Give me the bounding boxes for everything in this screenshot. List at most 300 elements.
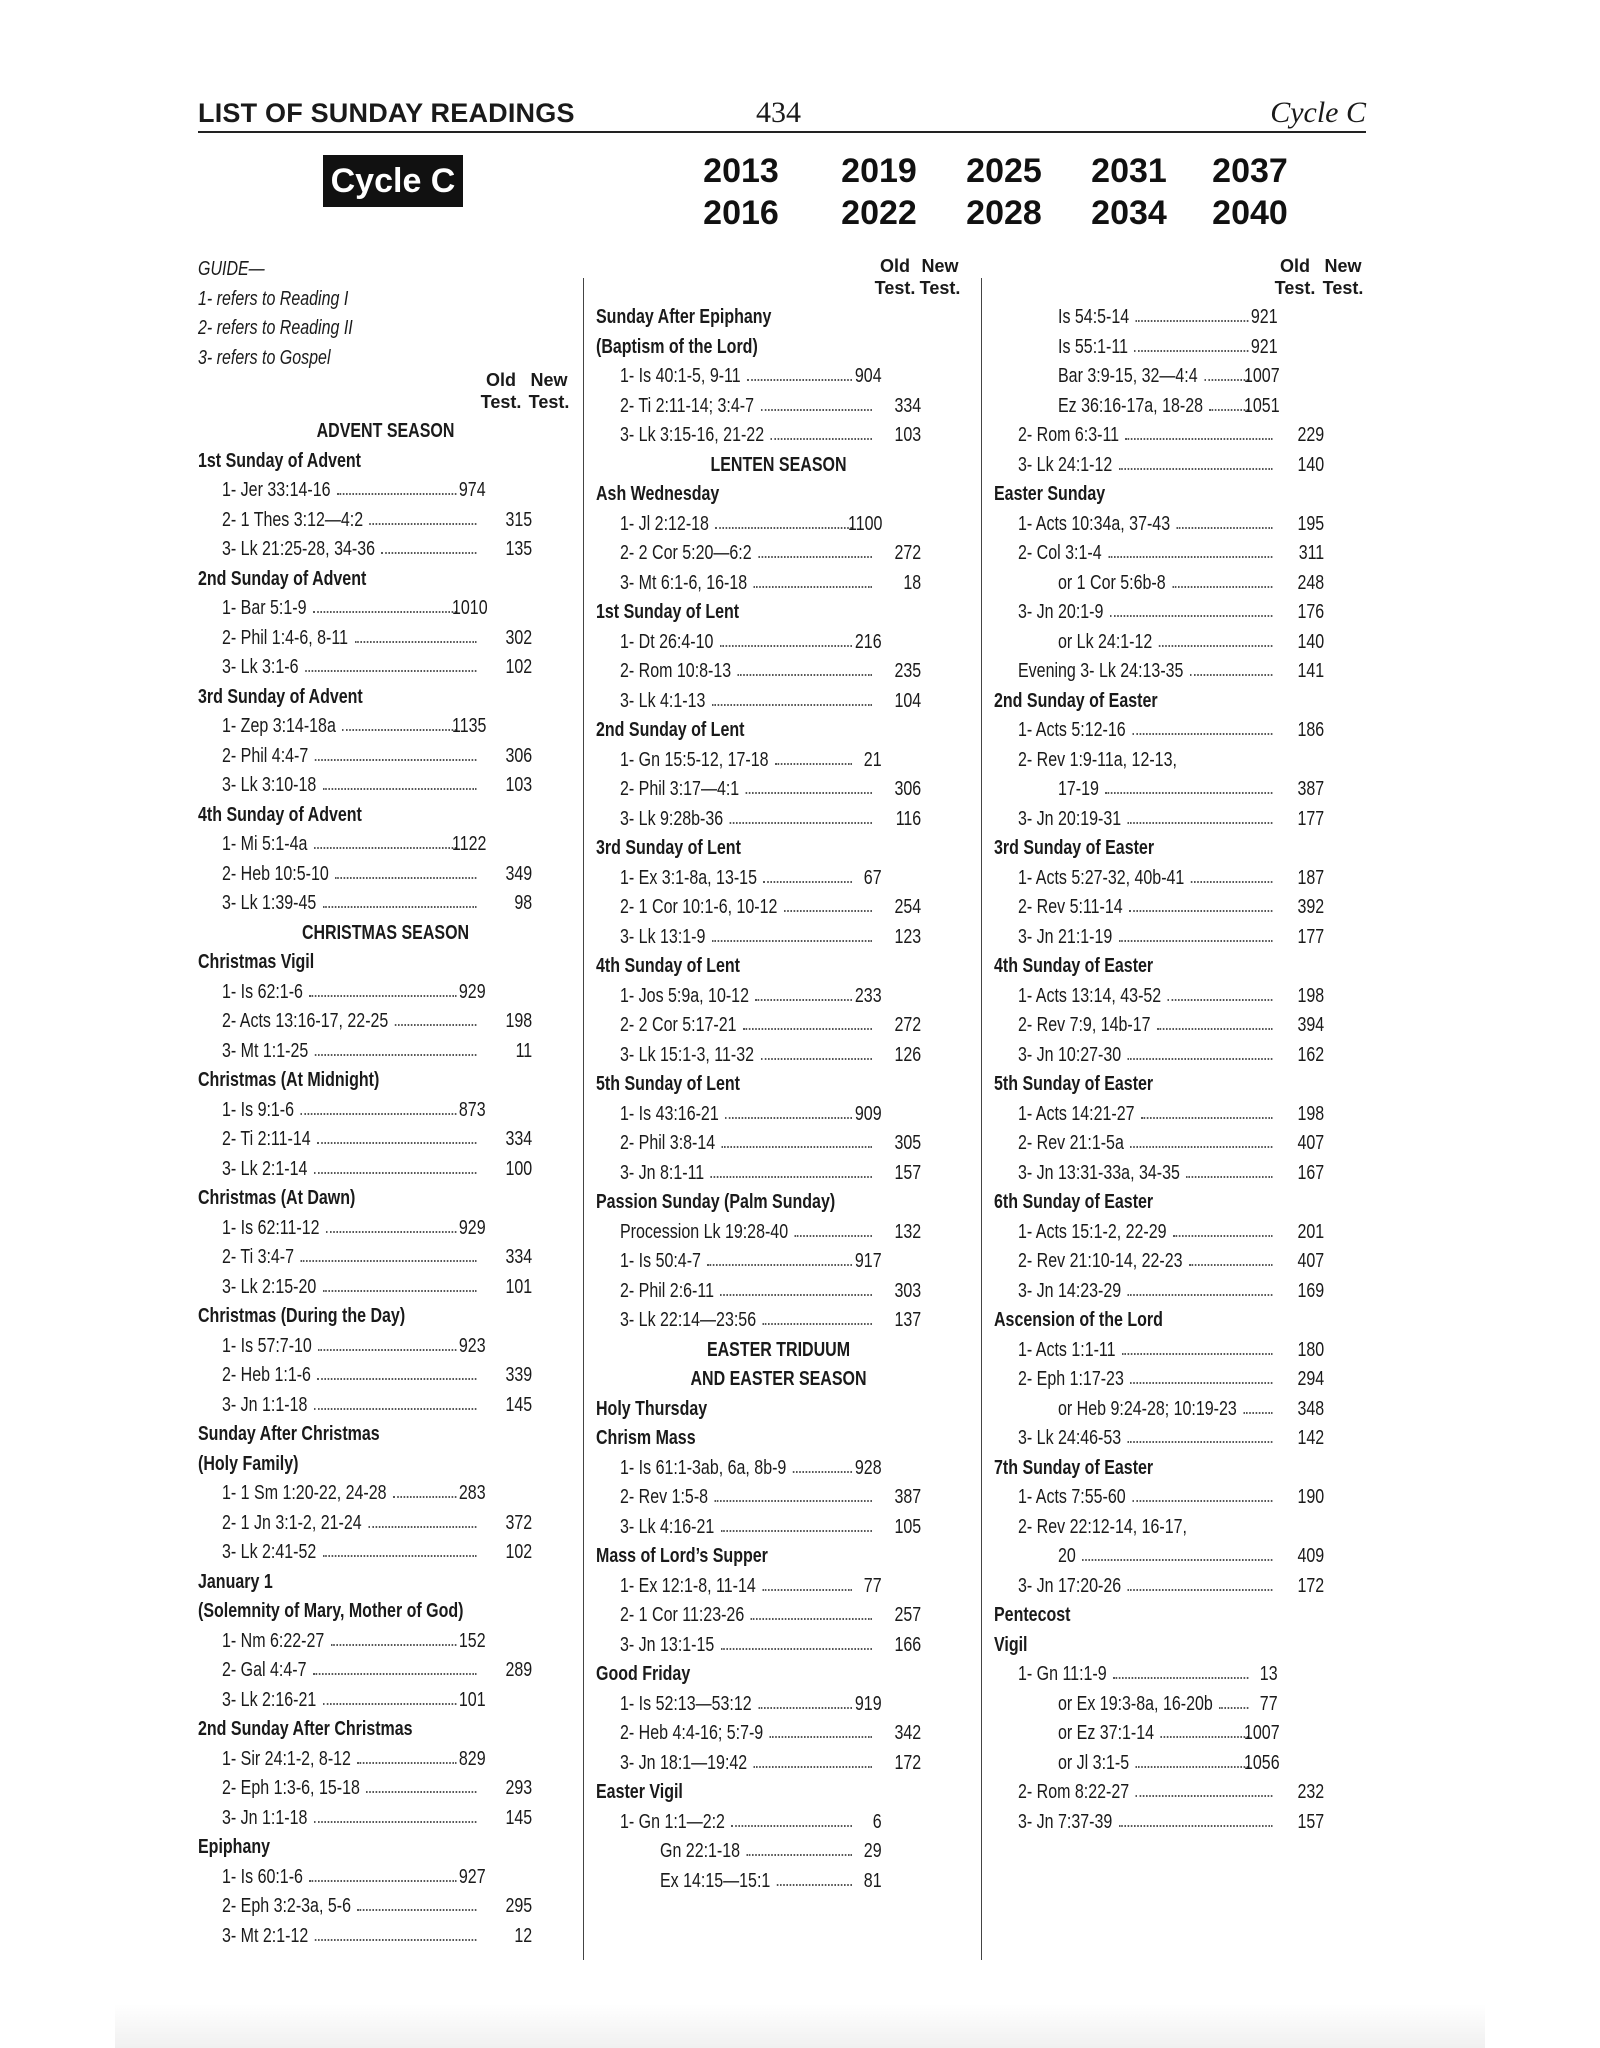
reading-row — [596, 1601, 961, 1631]
reading-row — [994, 1690, 1364, 1720]
dot-leader — [335, 877, 476, 879]
reading-reference: 3- Jn 20:19-31 — [1018, 807, 1122, 830]
dot-leader — [763, 881, 852, 883]
new-testament-page: 272 — [894, 542, 922, 564]
new-testament-page: 102 — [505, 656, 533, 678]
new-testament-page: 248 — [1297, 571, 1325, 594]
dot-leader — [368, 1526, 476, 1528]
year-group — [959, 150, 1049, 234]
dot-leader — [323, 1290, 476, 1292]
reading-reference: 1- Is 52:13—53:12 — [620, 1692, 752, 1715]
dot-leader — [315, 1939, 476, 1941]
sunday-title: 6th Sunday of Easter — [994, 1191, 1154, 1213]
new-testament-page: 172 — [894, 1751, 922, 1774]
dot-leader — [366, 1791, 476, 1793]
new-testament-page: 145 — [505, 1806, 533, 1829]
reading-reference: 1- Mi 5:1-4a — [222, 833, 308, 855]
reading-reference: 2- Rom 10:8-13 — [620, 660, 732, 682]
sunday-title: 5th Sunday of Lent — [596, 1073, 740, 1095]
new-testament-page: 339 — [505, 1364, 533, 1386]
sunday-title: Ascension of the Lord — [994, 1309, 1163, 1331]
reading-row — [596, 1306, 961, 1336]
dot-leader — [1168, 999, 1272, 1001]
old-heading-line: Old — [1280, 256, 1310, 276]
readings-column-2 — [596, 255, 961, 1896]
reading-reference: 1- Gn 15:5-12, 17-18 — [620, 748, 769, 771]
reading-row — [596, 746, 961, 776]
reading-reference: 2- Col 3:1-4 — [1018, 542, 1102, 564]
reading-reference: 3- Jn 13:31-33a, 34-35 — [1018, 1161, 1180, 1184]
reading-reference: 2- Phil 3:17—4:1 — [620, 778, 740, 800]
dot-leader — [725, 1117, 852, 1119]
dot-leader — [1244, 1412, 1272, 1414]
old-testament-page: 873 — [458, 1098, 486, 1121]
reading-row — [994, 510, 1364, 540]
old-heading-line: Test. — [874, 278, 916, 298]
reading-reference: 1- Is 40:1-5, 9-11 — [620, 365, 741, 387]
old-testament-page: 919 — [854, 1692, 882, 1715]
sunday-title: (Holy Family) — [198, 1452, 299, 1475]
reading-reference: 1- Dt 26:4-10 — [620, 630, 714, 653]
reading-row — [198, 1391, 573, 1421]
sunday-title: January 1 — [198, 1570, 273, 1593]
sunday-title: 4th Sunday of Lent — [596, 955, 740, 977]
dot-leader — [731, 1825, 852, 1827]
reading-reference: 2- Rev 7:9, 14b-17 — [1018, 1014, 1151, 1036]
reading-row — [596, 1041, 961, 1071]
new-testament-heading — [526, 369, 572, 413]
old-heading-line: Old — [486, 370, 516, 390]
dot-leader — [793, 1471, 852, 1473]
new-testament-page: 11 — [515, 1039, 533, 1062]
year-top: 2031 — [1091, 152, 1167, 190]
reading-row — [596, 923, 961, 953]
year-top: 2013 — [703, 152, 779, 190]
new-testament-page: 198 — [1297, 984, 1325, 1007]
reading-reference: 17-19 — [1058, 778, 1099, 800]
dot-leader — [314, 847, 456, 849]
reading-reference: 3- Lk 2:1-14 — [222, 1157, 308, 1180]
reading-row — [994, 982, 1364, 1012]
reading-row — [994, 864, 1364, 894]
reading-reference: 1- Acts 1:1-11 — [1018, 1338, 1116, 1361]
dot-leader — [758, 556, 872, 558]
reading-row — [596, 1218, 961, 1248]
reading-row — [198, 594, 573, 624]
reading-row — [596, 1867, 961, 1897]
reading-reference: 1- Jl 2:12-18 — [620, 512, 709, 535]
sunday-title: Passion Sunday (Palm Sunday) — [596, 1191, 836, 1213]
dot-leader — [1173, 1235, 1272, 1237]
reading-row — [198, 1479, 573, 1509]
reading-reference: 1- Is 60:1-6 — [222, 1865, 303, 1888]
reading-reference: 2- 1 Cor 10:1-6, 10-12 — [620, 896, 778, 918]
sunday-title: Ash Wednesday — [596, 483, 720, 505]
reading-row — [994, 362, 1364, 392]
reading-reference: Evening 3- Lk 24:13-35 — [1018, 660, 1184, 682]
new-testament-page: 102 — [505, 1541, 533, 1563]
reading-row — [596, 1483, 961, 1513]
sunday-title: 5th Sunday of Easter — [994, 1073, 1154, 1095]
new-testament-page: 137 — [894, 1309, 922, 1331]
reading-reference: 3- Lk 2:16-21 — [222, 1688, 317, 1711]
new-testament-page: 126 — [894, 1043, 922, 1066]
reading-reference: 1- Acts 10:34a, 37-43 — [1018, 512, 1171, 535]
reading-reference: 3- Jn 14:23-29 — [1018, 1279, 1122, 1302]
cycle-label: Cycle C — [1270, 96, 1366, 129]
reading-row — [596, 539, 961, 569]
sunday-title: 4th Sunday of Advent — [198, 803, 362, 826]
reading-row — [994, 1247, 1364, 1277]
reading-reference: 1- Acts 14:21-27 — [1018, 1102, 1135, 1125]
reading-row — [596, 392, 961, 422]
reading-row — [994, 1483, 1364, 1513]
reading-row — [198, 1656, 573, 1686]
new-testament-page: 407 — [1297, 1250, 1325, 1272]
new-heading-line: Test. — [528, 392, 570, 412]
reading-row — [994, 1542, 1364, 1572]
reading-reference: 3- Lk 22:14—23:56 — [620, 1309, 757, 1331]
reading-row — [596, 893, 961, 923]
new-testament-page: 311 — [1298, 542, 1325, 564]
reading-reference: Bar 3:9-15, 32—4:4 — [1058, 365, 1198, 387]
new-testament-page: 257 — [894, 1604, 922, 1626]
year-top: 2019 — [841, 152, 917, 190]
reading-row — [596, 1277, 961, 1307]
reading-row — [198, 506, 573, 536]
reading-reference: 1- Is 57:7-10 — [222, 1334, 312, 1357]
reading-row — [994, 303, 1364, 333]
old-testament-page: 929 — [458, 1216, 486, 1239]
new-testament-page: 387 — [894, 1486, 922, 1508]
old-testament-page: 929 — [458, 980, 486, 1003]
reading-reference: 2- Ti 2:11-14 — [222, 1128, 311, 1150]
new-testament-page: 135 — [505, 538, 533, 560]
old-testament-page: 152 — [458, 1629, 486, 1652]
reading-reference: 2- 2 Cor 5:17-21 — [620, 1014, 737, 1036]
new-testament-page: 306 — [505, 744, 533, 767]
reading-reference: 2- Rom 8:22-27 — [1018, 1781, 1130, 1803]
dot-leader — [755, 999, 852, 1001]
reading-reference: 2- Eph 1:17-23 — [1018, 1368, 1124, 1390]
reading-row — [596, 864, 961, 894]
new-testament-page: 306 — [894, 778, 922, 800]
dot-leader — [1128, 1441, 1272, 1443]
reading-row — [596, 1837, 961, 1867]
dot-leader — [300, 1113, 456, 1115]
reading-row — [596, 1454, 961, 1484]
sunday-title: 2nd Sunday of Lent — [596, 719, 745, 741]
dot-leader — [1160, 1736, 1248, 1738]
reading-reference: 1- Bar 5:1-9 — [222, 597, 307, 619]
dot-leader — [317, 1378, 476, 1380]
dot-leader — [762, 1323, 872, 1325]
dot-leader — [1159, 645, 1272, 647]
year-group — [834, 150, 924, 234]
dot-leader — [1136, 320, 1248, 322]
reading-reference: Ez 36:16-17a, 18-28 — [1058, 394, 1203, 417]
year-bottom: 2016 — [703, 194, 779, 232]
new-testament-page: 254 — [894, 896, 922, 918]
new-testament-page: 349 — [505, 862, 533, 885]
year-bottom: 2022 — [841, 194, 917, 232]
reading-row — [198, 978, 573, 1008]
sunday-title: 3rd Sunday of Lent — [596, 837, 741, 859]
dot-leader — [1119, 1825, 1272, 1827]
reading-reference: 2- Ti 3:4-7 — [222, 1246, 295, 1268]
dot-leader — [1125, 438, 1272, 440]
new-testament-page: 176 — [1297, 601, 1325, 623]
reading-reference: Procession Lk 19:28-40 — [620, 1220, 789, 1243]
dot-leader — [1134, 350, 1248, 352]
dot-leader — [746, 792, 872, 794]
reading-reference: 1- 1 Sm 1:20-22, 24-28 — [222, 1482, 387, 1504]
reading-row — [596, 687, 961, 717]
dot-leader — [743, 1028, 872, 1030]
dot-leader — [1190, 674, 1272, 676]
reading-row — [596, 1513, 961, 1543]
dot-leader — [1132, 1500, 1272, 1502]
dot-leader — [337, 493, 456, 495]
reading-reference: 3- Jn 7:37-39 — [1018, 1810, 1113, 1833]
reading-reference: 2- 1 Thes 3:12—4:2 — [222, 508, 364, 531]
dot-leader — [1110, 615, 1272, 617]
new-testament-page: 145 — [505, 1393, 533, 1416]
reading-row — [994, 1100, 1364, 1130]
column-3-body — [994, 255, 1364, 1837]
reading-reference: 3- Jn 17:20-26 — [1018, 1574, 1122, 1597]
reading-reference: 3- Jn 1:1-18 — [222, 1393, 308, 1416]
old-testament-page: 21 — [863, 748, 882, 771]
new-testament-page: 167 — [1297, 1161, 1325, 1184]
reading-reference: 1- Ex 12:1-8, 11-14 — [620, 1574, 756, 1597]
new-testament-page: 105 — [894, 1515, 922, 1538]
reading-row — [198, 712, 573, 742]
old-testament-page: 927 — [458, 1865, 486, 1888]
reading-row — [994, 923, 1364, 953]
old-testament-page: 77 — [1259, 1692, 1278, 1715]
old-testament-page: 13 — [1259, 1663, 1278, 1685]
dot-leader — [770, 438, 872, 440]
reading-row — [596, 1247, 961, 1277]
old-testament-page: 67 — [863, 866, 882, 889]
dot-leader — [720, 1294, 872, 1296]
reading-row — [994, 775, 1364, 805]
old-testament-page: 1007 — [1244, 1722, 1280, 1744]
reading-row — [198, 1804, 573, 1834]
reading-reference: or Jl 3:1-5 — [1058, 1751, 1130, 1774]
column-1-body — [198, 369, 573, 1951]
season-heading: EASTER TRIDUUM — [706, 1338, 851, 1361]
column-heading — [994, 255, 1364, 303]
reading-reference: or Lk 24:1-12 — [1058, 630, 1153, 653]
reading-row — [994, 1778, 1364, 1808]
old-testament-page: 1051 — [1244, 394, 1280, 417]
old-testament-page: 6 — [872, 1810, 882, 1833]
reading-row — [596, 775, 961, 805]
dot-leader — [314, 1408, 476, 1410]
dot-leader — [770, 1736, 872, 1738]
new-heading-line: New — [921, 256, 959, 276]
dot-leader — [1122, 1353, 1272, 1355]
dot-leader — [331, 1644, 456, 1646]
new-testament-page: 180 — [1297, 1338, 1325, 1361]
new-heading-line: New — [530, 370, 568, 390]
reading-reference: 2- Phil 2:6-11 — [620, 1279, 714, 1302]
season-heading: LENTEN SEASON — [710, 453, 847, 476]
dot-leader — [1136, 1795, 1272, 1797]
guide-line: 3- refers to Gospel — [198, 346, 331, 369]
reading-row — [994, 333, 1364, 363]
reading-reference: 3- Lk 24:46-53 — [1018, 1427, 1122, 1449]
sunday-title: 2nd Sunday After Christmas — [198, 1718, 413, 1740]
dot-leader — [738, 674, 872, 676]
reading-reference: 1- Is 9:1-6 — [222, 1098, 295, 1121]
reading-reference: 2- 1 Cor 11:23-26 — [620, 1604, 745, 1626]
reading-row — [994, 1011, 1364, 1041]
dot-leader — [1129, 910, 1272, 912]
new-testament-page: 334 — [505, 1128, 533, 1150]
new-testament-page: 166 — [894, 1633, 922, 1656]
reading-reference: 2- Phil 3:8-14 — [620, 1132, 716, 1154]
column-heading — [596, 255, 961, 303]
reading-reference: 1- Is 61:1-3ab, 6a, 8b-9 — [620, 1456, 787, 1479]
reading-row — [198, 1892, 573, 1922]
reading-row — [994, 539, 1364, 569]
reading-row — [994, 1277, 1364, 1307]
new-testament-page: 289 — [505, 1659, 533, 1681]
reading-row — [596, 421, 961, 451]
old-testament-page: 921 — [1250, 306, 1278, 328]
sunday-title: Sunday After Christmas — [198, 1423, 380, 1445]
reading-row — [596, 1572, 961, 1602]
reading-reference: 1- Jos 5:9a, 10-12 — [620, 984, 749, 1007]
dot-leader — [315, 1054, 476, 1056]
dot-leader — [1204, 379, 1248, 381]
new-testament-page: 198 — [505, 1010, 533, 1032]
reading-reference: 2- Rev 1:5-8 — [620, 1486, 709, 1508]
reading-row — [596, 1129, 961, 1159]
reading-row — [198, 624, 573, 654]
old-testament-page: 77 — [863, 1574, 882, 1597]
dot-leader — [314, 1821, 476, 1823]
reading-row — [198, 1538, 573, 1568]
reading-reference: 1- Nm 6:22-27 — [222, 1629, 325, 1652]
dot-leader — [1141, 1117, 1272, 1119]
dot-leader — [1172, 586, 1272, 588]
reading-reference: 3- Lk 24:1-12 — [1018, 453, 1113, 476]
reading-row — [198, 1686, 573, 1716]
reading-reference: 2- Gal 4:4-7 — [222, 1659, 307, 1681]
reading-reference: 2- Eph 3:2-3a, 5-6 — [222, 1895, 351, 1917]
dot-leader — [722, 1146, 872, 1148]
season-heading: ADVENT SEASON — [316, 420, 455, 442]
dot-leader — [1082, 1559, 1272, 1561]
reading-row — [198, 1863, 573, 1893]
new-testament-page: 229 — [1297, 424, 1325, 446]
year-bottom: 2034 — [1091, 194, 1167, 232]
dot-leader — [315, 759, 476, 761]
new-testament-page: 142 — [1297, 1427, 1325, 1449]
guide-line: 2- refers to Reading II — [198, 317, 353, 339]
reading-reference: 1- Sir 24:1-2, 8-12 — [222, 1747, 351, 1770]
year-bottom: 2028 — [966, 194, 1042, 232]
reading-row — [596, 1808, 961, 1838]
old-testament-page: 216 — [854, 630, 882, 653]
reading-reference: or Ex 19:3-8a, 16-20b — [1058, 1692, 1213, 1715]
year-top: 2025 — [966, 152, 1042, 190]
reading-reference: 3- Mt 1:1-25 — [222, 1039, 309, 1062]
reading-row — [198, 535, 573, 565]
reading-row — [198, 1096, 573, 1126]
reading-row — [994, 421, 1364, 451]
new-testament-page: 334 — [505, 1246, 533, 1268]
sunday-title: 2nd Sunday of Easter — [994, 689, 1158, 712]
new-testament-page: 348 — [1297, 1397, 1325, 1420]
dot-leader — [323, 1703, 456, 1705]
reading-reference: 3- Lk 2:15-20 — [222, 1275, 317, 1298]
reading-reference: 3- Lk 4:16-21 — [620, 1515, 715, 1538]
reading-reference: 1- Jer 33:14-16 — [222, 479, 331, 501]
reading-row — [994, 657, 1364, 687]
sunday-title: Easter Sunday — [994, 483, 1106, 505]
dot-leader — [395, 1024, 476, 1026]
year-group — [1084, 150, 1174, 234]
column-2-body — [596, 255, 961, 1896]
old-testament-page: 1100 — [848, 512, 883, 535]
reading-reference: 2- Rev 1:9-11a, 12-13, — [1018, 748, 1177, 771]
reading-reference: 2- Rev 5:11-14 — [1018, 896, 1123, 918]
reading-reference: 2- Heb 10:5-10 — [222, 862, 329, 885]
dot-leader — [777, 1884, 852, 1886]
reading-row — [198, 1037, 573, 1067]
reading-row — [994, 1218, 1364, 1248]
new-testament-page: 186 — [1297, 719, 1325, 741]
header-rule — [198, 131, 1366, 133]
dot-leader — [323, 788, 476, 790]
new-testament-page: 392 — [1297, 896, 1325, 918]
new-testament-heading — [1320, 255, 1366, 299]
reading-reference: 1- Is 62:1-6 — [222, 980, 303, 1003]
reading-row — [994, 1129, 1364, 1159]
reading-reference: 3- Lk 13:1-9 — [620, 925, 706, 948]
dot-leader — [318, 1349, 456, 1351]
season-heading: CHRISTMAS SEASON — [301, 921, 470, 944]
cycle-title-box: Cycle C — [323, 155, 463, 207]
reading-reference: 2- Rev 22:12-14, 16-17, — [1018, 1515, 1187, 1538]
dot-leader — [357, 1762, 456, 1764]
reading-reference: 3- Lk 15:1-3, 11-32 — [620, 1043, 755, 1066]
reading-reference: 3- Jn 8:1-11 — [620, 1161, 705, 1184]
old-heading-line: Old — [880, 256, 910, 276]
reading-row — [198, 1155, 573, 1185]
reading-row — [596, 1631, 961, 1661]
sunday-title: Sunday After Epiphany — [596, 306, 772, 328]
new-testament-page: 407 — [1297, 1132, 1325, 1154]
new-testament-page: 140 — [1297, 453, 1325, 476]
dot-leader — [313, 1673, 476, 1675]
reading-row — [198, 889, 573, 919]
dot-leader — [357, 1909, 476, 1911]
dot-leader — [720, 645, 852, 647]
dot-leader — [761, 1058, 872, 1060]
dot-leader — [1113, 1677, 1248, 1679]
new-testament-page: 100 — [505, 1157, 533, 1180]
new-testament-page: 177 — [1297, 807, 1325, 830]
new-testament-page: 295 — [505, 1895, 533, 1917]
sunday-title: Christmas (At Midnight) — [198, 1069, 380, 1091]
sunday-title: Mass of Lord’s Supper — [596, 1545, 768, 1567]
